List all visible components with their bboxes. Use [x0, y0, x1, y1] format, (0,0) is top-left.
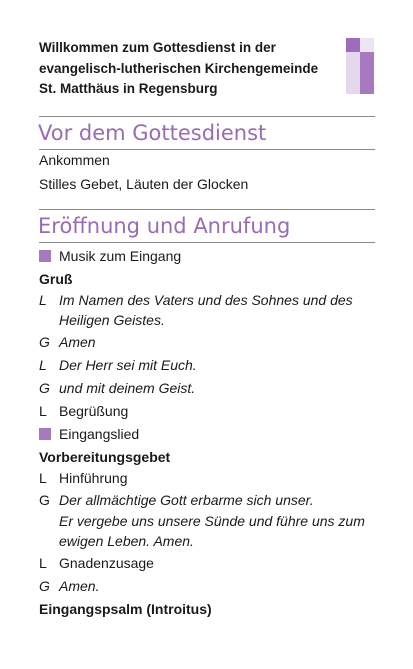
role-l: L: [39, 470, 47, 486]
l5-text: Gnadenzusage: [59, 555, 154, 571]
subheading-vorbereitungsgebet: Vorbereitungsgebet: [39, 449, 171, 465]
logo-bar-accent: [360, 52, 374, 94]
role-l: L: [39, 403, 47, 419]
role-l: L: [39, 357, 47, 373]
liturgy-line-l5: [39, 554, 154, 572]
welcome-header: [39, 38, 339, 100]
subheading-eingangspsalm: Eingangspsalm (Introitus): [39, 601, 212, 617]
divider-top-section1: [39, 116, 375, 117]
liturgy-line-l4: [39, 469, 128, 487]
square-marker-icon: [39, 428, 51, 440]
subheading-gruss: Gruß: [39, 271, 73, 287]
logo-square-pale: [360, 38, 374, 52]
section-title-eroeffnung: Eröffnung und Anrufung: [38, 214, 291, 238]
church-logo: [346, 38, 374, 94]
liturgy-line-l2: [39, 356, 197, 374]
l4-text: Hinführung: [59, 470, 128, 486]
liturgy-line-g2: [39, 379, 195, 397]
liturgy-line-g3: [39, 491, 314, 509]
role-g: G: [39, 380, 50, 396]
divider-bottom-section1: [39, 149, 375, 150]
musik-label: Musik zum Eingang: [59, 248, 182, 264]
l1-text-line1: Im Namen des Vaters und des Sohnes und des: [59, 292, 353, 308]
g3-text-line1: Der allmächtige Gott erbarme sich unser.: [59, 492, 314, 508]
l1-text-line2: Heiligen Geistes.: [59, 312, 165, 328]
item-eingangslied: [39, 425, 139, 443]
square-marker-icon: [39, 250, 51, 262]
role-l: L: [39, 292, 47, 308]
eingangslied-label: Eingangslied: [59, 426, 140, 442]
welcome-line-3: St. Matthäus in Regensburg: [39, 81, 218, 96]
liturgy-line-g1: [39, 333, 96, 351]
role-g: G: [39, 492, 50, 508]
role-g: G: [39, 578, 50, 594]
role-l: L: [39, 555, 47, 571]
item-musik-zum-eingang: [39, 247, 181, 265]
l2-text: Der Herr sei mit Euch.: [59, 357, 197, 373]
l3-text: Begrüßung: [59, 403, 129, 419]
item-ankommen: Ankommen: [39, 152, 110, 168]
liturgy-line-g4: [39, 577, 99, 595]
g4-text: Amen.: [59, 578, 100, 594]
logo-square-dark: [346, 38, 360, 52]
divider-top-section2: [39, 209, 375, 210]
role-g: G: [39, 334, 50, 350]
g2-text: und mit deinem Geist.: [59, 380, 196, 396]
logo-bar-light: [346, 52, 360, 94]
liturgy-line-l1: [39, 291, 353, 309]
g1-text: Amen: [59, 334, 96, 350]
welcome-line-2: evangelisch-lutherischen Kirchengemeinde: [39, 60, 319, 76]
section-title-vor-dem-gottesdienst: Vor dem Gottesdienst: [38, 121, 267, 145]
g3-text-line3: ewigen Leben. Amen.: [59, 533, 194, 549]
liturgy-line-l3: [39, 402, 128, 420]
item-stilles-gebet: Stilles Gebet, Läuten der Glocken: [39, 176, 249, 192]
welcome-line-1: Willkommen zum Gottesdienst in der: [39, 40, 276, 55]
g3-text-line2: Er vergebe uns unsere Sünde und führe uns zum: [59, 513, 365, 529]
divider-bottom-section2: [39, 242, 375, 243]
